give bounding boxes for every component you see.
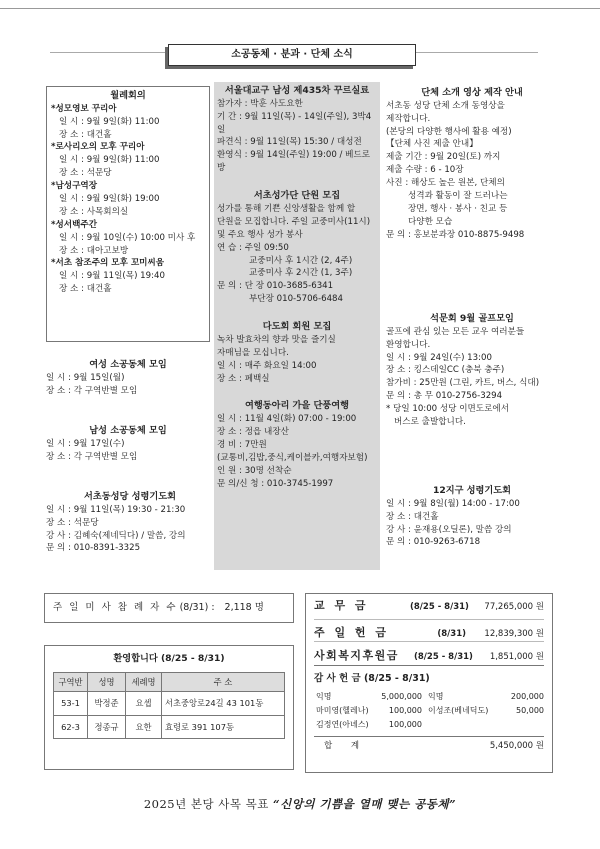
title-rule-right xyxy=(416,52,538,53)
thanks-title: 감 사 헌 금 (8/25 - 8/31) xyxy=(314,673,430,684)
table-row: 김정연(아녜스) 100,000 xyxy=(316,720,422,730)
welcome-header-row: 구역반 성명 세례명 주 소 xyxy=(54,672,285,691)
attendance-value: 2,118 명 xyxy=(224,601,264,613)
monthly-group: *서초 참조주의 모후 꼬미씨움 일 시 : 9월 11일(목) 19:40 장 소 : 대건홀 xyxy=(51,258,165,295)
attendance-label: 주 일 미 사 참 례 자 수 xyxy=(53,601,178,613)
welcome-table xyxy=(53,672,285,739)
women-group-notice: 여성 소공동체 모임 일 시 : 9월 15일(월) 장 소 : 각 구역반별 모임 xyxy=(46,359,167,396)
monthly-group: *성모영보 꾸리아 일 시 : 9월 9일(화) 11:00 장 소 : 대건홀 xyxy=(51,103,160,140)
top-rule xyxy=(0,8,600,9)
finance-row-tithe: 교 무 금 (8/25 - 8/31) 77,265,000 원 xyxy=(314,598,544,620)
finance-box xyxy=(305,593,553,773)
video-notice: 단체 소개 영상 제작 안내 서초동 성당 단체 소개 동영상을 제작합니다. (본당의 다양한 행사에 활용 예정) 【단체 사진 제출 안내】 제출 기간 : 9월 20일(토) 까지 제출 수량 : 6 - 10장 사진 : 해상도 높은 원본, 단체의 성격과 활동이 잘 드러나는 장면, 행사 · 봉사 · 친교 등 다양한 모습 문 의 : 홍보분과장 010-8875-9498 xyxy=(386,87,525,240)
men-group-notice: 남성 소공동체 모임 일 시 : 9월 17일(수) 장 소 : 각 구역반별 모임 xyxy=(46,425,167,462)
tea-club-notice: 다도회 회원 모집 녹차 발효차의 향과 맛을 즐기실 자매님을 모십니다. 일 시 : 매주 화요일 14:00 장 소 : 페백실 xyxy=(217,321,336,384)
middle-column xyxy=(214,82,380,570)
monthly-group: *로사리오의 모후 꾸리아 일 시 : 9월 9일(화) 11:00 장 소 : 석문당 xyxy=(51,142,160,179)
monthly-title: 월례회의 xyxy=(110,90,146,101)
monthly-meeting-box xyxy=(46,86,210,342)
golf-notice: 석문회 9월 골프모임 골프에 관심 있는 모든 교우 여러분들 환영합니다. 일 시 : 9월 24일(수) 13:00 장 소 : 킹스데일CC (충북 충주) 참가비 : 25만원 (그린, 카트, 버스, 식대) 문 의 : 총 무 010-2756-3294 * 당일 10:00 성당 이면도로에서 버스로 출발합니다. xyxy=(386,313,540,428)
prayer-meeting-notice: 서초동성당 성령기도회 일 시 : 9월 11일(목) 19:30 - 21:30 장 소 : 석문당 강 사 : 김혜숙(제네딕다) / 말씀, 강의 문 의 : 010-8391-3325 xyxy=(46,491,186,554)
motto-text: “신앙의 기쁨을 열매 맺는 공동체” xyxy=(272,797,457,811)
district-prayer-notice: 12지구 성령기도회 일 시 : 9월 8일(월) 14:00 - 17:00 장 소 : 대건홀 강 사 : 윤재용(오딜론), 말씀 강의 문 의 : 010-9263-6718 xyxy=(386,485,520,548)
motto-prefix: 2025년 본당 사목 목표 xyxy=(143,797,269,811)
thanks-table xyxy=(314,690,546,732)
travel-club-notice: 여행동아리 가을 단풍여행 일 시 : 11월 4일(화) 07:00 - 19:00 장 소 : 정읍 내장산 경 비 : 7만원 (교통비,김밥,중식,케이블카,여행자보험) 인 원 : 30명 선착순 문 의/신 청 : 010-3745-1997 xyxy=(217,400,368,489)
title-rule-left xyxy=(50,52,168,53)
finance-row-welfare: 사회복지후원금 (8/25 - 8/31) 1,851,000 원 xyxy=(314,642,544,666)
choir-notice: 서초성가단 단원 모집 성가를 통해 기쁜 신앙생활을 함께 할 단원을 모집합니다. 주일 교중미사(11시) 및 주요 행사 성가 봉사 연 습 : 주일 09:50 교중미사 후 1시간 (2, 4주) 교중미사 후 2시간 (1, 3주) 문 의 : 단 장 010-3685-6341 부단장 010-5706-6484 xyxy=(217,190,371,305)
welcome-box xyxy=(44,645,294,770)
table-row: 마미영(헬레나) 100,000 이성조(베네딕도) 50,000 xyxy=(316,706,544,716)
attendance-period: (8/31) : xyxy=(179,601,215,613)
cursillo-notice: 서울대교구 남성 제435차 꾸르실료 참가자 : 박훈 사도요한 기 간 : 9월 11일(목) - 14일(주일), 3박4일 파견식 : 9월 11일(목) 15:30 / 대성전 환영식 : 9월 14일(주일) 19:00 / 베드로방 xyxy=(217,85,372,174)
finance-total: 합 계 5,450,000 원 xyxy=(314,736,544,753)
finance-row-sunday: 주 일 헌 금 (8/31) 12,839,300 원 xyxy=(314,620,544,642)
monthly-group: *남성구역장 일 시 : 9월 9일(화) 19:00 장 소 : 사목회의실 xyxy=(51,181,160,217)
attendance-box xyxy=(44,593,294,623)
welcome-title: 환영합니다 (8/25 - 8/31) xyxy=(113,653,225,664)
table-row: 익명 5,000,000 익명 200,000 xyxy=(316,692,544,702)
section-title: 소공동체 · 분과 · 단체 소식 xyxy=(168,44,416,66)
monthly-group: *성서백주간 일 시 : 9월 10일(수) 10:00 미사 후 장 소 : 대아고보방 xyxy=(51,219,196,256)
table-row: 62-3 정종규 요한 효령로 391 107동 xyxy=(54,715,285,738)
parish-motto xyxy=(70,796,530,813)
table-row: 53-1 박정준 요셉 서초중앙로24길 43 101동 xyxy=(54,692,285,715)
